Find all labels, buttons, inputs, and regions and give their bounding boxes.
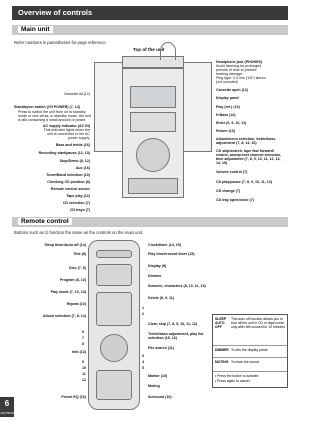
label-cassette-open: Cassette open (12) (216, 88, 248, 92)
dimmer-text: To dim the display panel. (231, 348, 269, 352)
volume-knob[interactable] (136, 138, 170, 172)
label-title: Title (8) (73, 252, 86, 256)
label-remote-sensor: Remote control sensor (50, 187, 90, 191)
function-notes-box (212, 314, 288, 388)
marker-3: 3 (142, 354, 144, 358)
marker-1: 1 (142, 306, 144, 310)
label-ac-in-desc-2: unit is connected to the AC (47, 132, 90, 136)
label-clear-skip: Clear, skip (7, 8, 9, 10, 11, 12) (148, 322, 198, 326)
label-ac-in: AC supply indicator (AC IN) (42, 124, 90, 128)
label-surround: Surround (16) (148, 395, 172, 399)
remote-function-keys[interactable] (96, 264, 132, 286)
dimmer-key: DIMMER (215, 348, 229, 352)
dimmer-row (213, 345, 287, 357)
label-play-mode: Play mode (7, 10, 13) (50, 290, 86, 294)
label-muting: Muting (148, 384, 160, 388)
label-clock-timer: Clock/timer (14, 15) (148, 243, 181, 247)
remote-section-title (12, 217, 288, 227)
remote-power-button[interactable] (96, 250, 132, 258)
remote-title: Remote control (18, 218, 72, 225)
document-code: RQT8048 (0, 411, 14, 415)
cassette-deck (130, 112, 176, 132)
remote-transport-keys[interactable] (96, 370, 132, 400)
label-cd-skip: CD skip/search, tape fast forward/ (216, 149, 274, 153)
sleep-auto-off-row (213, 315, 287, 345)
label-program: Program (8, 10) (59, 278, 86, 282)
label-marker: Marker (10) (148, 374, 168, 378)
label-volume-control: Volume control (7) (216, 170, 248, 174)
main-unit-title: Main unit (18, 26, 53, 33)
cd-tray[interactable] (128, 178, 178, 194)
label-album-menu: Album/menu selection, treble/bass (216, 137, 276, 141)
label-play-record-timer: Play timer/record timer (15) (148, 252, 195, 256)
sleep-auto-off-key: SLEEP AUTO OFF (215, 317, 227, 329)
marker-5: 5 (142, 366, 144, 370)
right-speaker (180, 62, 212, 152)
label-recording: Recording start/pause (12, 13) (38, 151, 90, 155)
muting-row (213, 357, 287, 369)
marker-4: 4 (142, 360, 144, 364)
sleep-auto-off-text: This auto off function allows you to turn off the unit in CD or tape mode only after left unused for 10 minutes. (231, 317, 286, 329)
label-aux: Aux (16) (75, 166, 90, 170)
marker-11: 11 (82, 372, 86, 376)
box-footer (213, 371, 287, 389)
label-ac-in-desc-1: This indicator lights when the (43, 128, 90, 132)
marker-7: 7 (82, 336, 84, 340)
label-display-panel: Display panel (216, 96, 240, 100)
label-cd-skip-2: rewind, tune/preset channel selection, (216, 153, 282, 157)
label-standby-switch: Standby/on switch (⏻/I POWER) (7, 14) (14, 105, 80, 109)
label-headphone-jack: Headphone jack (PHONES) (216, 60, 263, 64)
label-play-ref: Play (ref.) (10) (216, 105, 240, 109)
label-album-menu-2: adjustment (7, 8, 14, 16) (216, 141, 257, 145)
label-cd-trays: CD trays (7) (69, 208, 90, 212)
box-footer-2: • Press again to cancel. (215, 379, 251, 383)
marker-6: 6 (82, 330, 84, 334)
label-enter: Enter (6, 9, 10, 11) (216, 121, 247, 125)
label-cd-play-pause: CD play/pause (7, 8, 9, 10, 11, 13) (216, 180, 272, 184)
label-tape-play: Tape play (12) (66, 194, 90, 198)
headphone-icon (160, 42, 176, 60)
label-numeric: Numeric, characters (8, 10, 11, 13) (148, 284, 206, 288)
label-return: Return (10) (216, 129, 235, 133)
label-headphone-desc-4: Plug type: 3.5 mm (1/8") stereo (216, 76, 266, 80)
remote-numeric-keypad[interactable] (96, 292, 132, 326)
label-standby-desc-2: mode or vice versa. In standby mode, the unit (18, 114, 91, 118)
label-cd-tray-open: CD tray open/close (7) (216, 198, 254, 202)
muting-text: To mute the sound. (231, 360, 260, 364)
label-headphone-desc-5: (not included) (216, 80, 238, 84)
page-number: 6 (0, 397, 14, 417)
label-repeat: Repeat (10) (66, 302, 86, 306)
label-standby-desc-3: is still consuming a small amount of power. (18, 118, 87, 122)
label-cd-skip-3: time adjustment (7, 8, 9, 10, 11, 12, 13, (216, 157, 281, 161)
label-standby-desc-1: Press to switch the unit from on to standby (18, 110, 86, 114)
remote-note: Buttons such as ⏻ function the same as the controls on the main unit. (14, 230, 144, 235)
main-unit-section-title (12, 25, 288, 35)
label-bass-treble: Bass and treble (16) (55, 143, 90, 147)
label-file-search: File search (11) (148, 346, 174, 350)
main-unit-note: Refer numbers in parentheses for page reference. (14, 40, 107, 45)
label-display: Display (9) (148, 264, 167, 268)
label-headphone-desc-2: periods of time to prevent (216, 68, 257, 72)
label-disc: Disc (7, 8) (69, 266, 86, 270)
marker-10: 10 (82, 366, 86, 370)
label-headphone-desc-3: hearing damage. (216, 72, 243, 76)
label-dimmer: Dimmer (148, 274, 162, 278)
marker-8: 8 (82, 342, 84, 346)
marker-9: 9 (82, 360, 84, 364)
label-checking-cd: Checking CD position (8) (47, 180, 90, 184)
label-headphone-desc-1: Avoid listening for prolonged (216, 64, 262, 68)
label-ac-in-desc-3: power supply. (68, 136, 90, 140)
top-of-unit-label: Top of the unit (133, 47, 165, 52)
label-cd-selection: CD selection (7) (62, 201, 90, 205)
marker-2: 2 (142, 312, 144, 316)
label-cd-skip-4: 14, 15) (216, 161, 228, 165)
page-header: Overview of controls (12, 6, 288, 20)
label-treble-bass: Treble/bass adjustment, play list selection (15, 16) (148, 332, 204, 341)
label-sleep-timer: Sleep timer/Auto off (14) (44, 243, 86, 247)
label-hbass: H.Bass (16) (216, 113, 236, 117)
label-album-selection: Album selection (7, 8, 14) (42, 314, 86, 318)
box-footer-1: • Press the button to activate. (215, 374, 260, 378)
label-delete: Delete (8, 9, 11) (148, 296, 174, 300)
display-panel (130, 86, 176, 108)
marker-12: 12 (82, 378, 86, 382)
label-tuner-band: Tuner/Band selection (10) (46, 173, 90, 177)
label-preset-eq: Preset EQ (16) (61, 395, 86, 399)
label-stop-demo: Stop/Demo (8, 12) (59, 159, 90, 163)
remote-direction-pad[interactable] (100, 334, 128, 362)
label-cd-change: CD change (7) (216, 189, 241, 193)
muting-key: MUTING (215, 360, 229, 364)
label-info: Info (13) (72, 350, 86, 354)
label-cassette-lid: Cassette lid (12) (63, 92, 90, 96)
